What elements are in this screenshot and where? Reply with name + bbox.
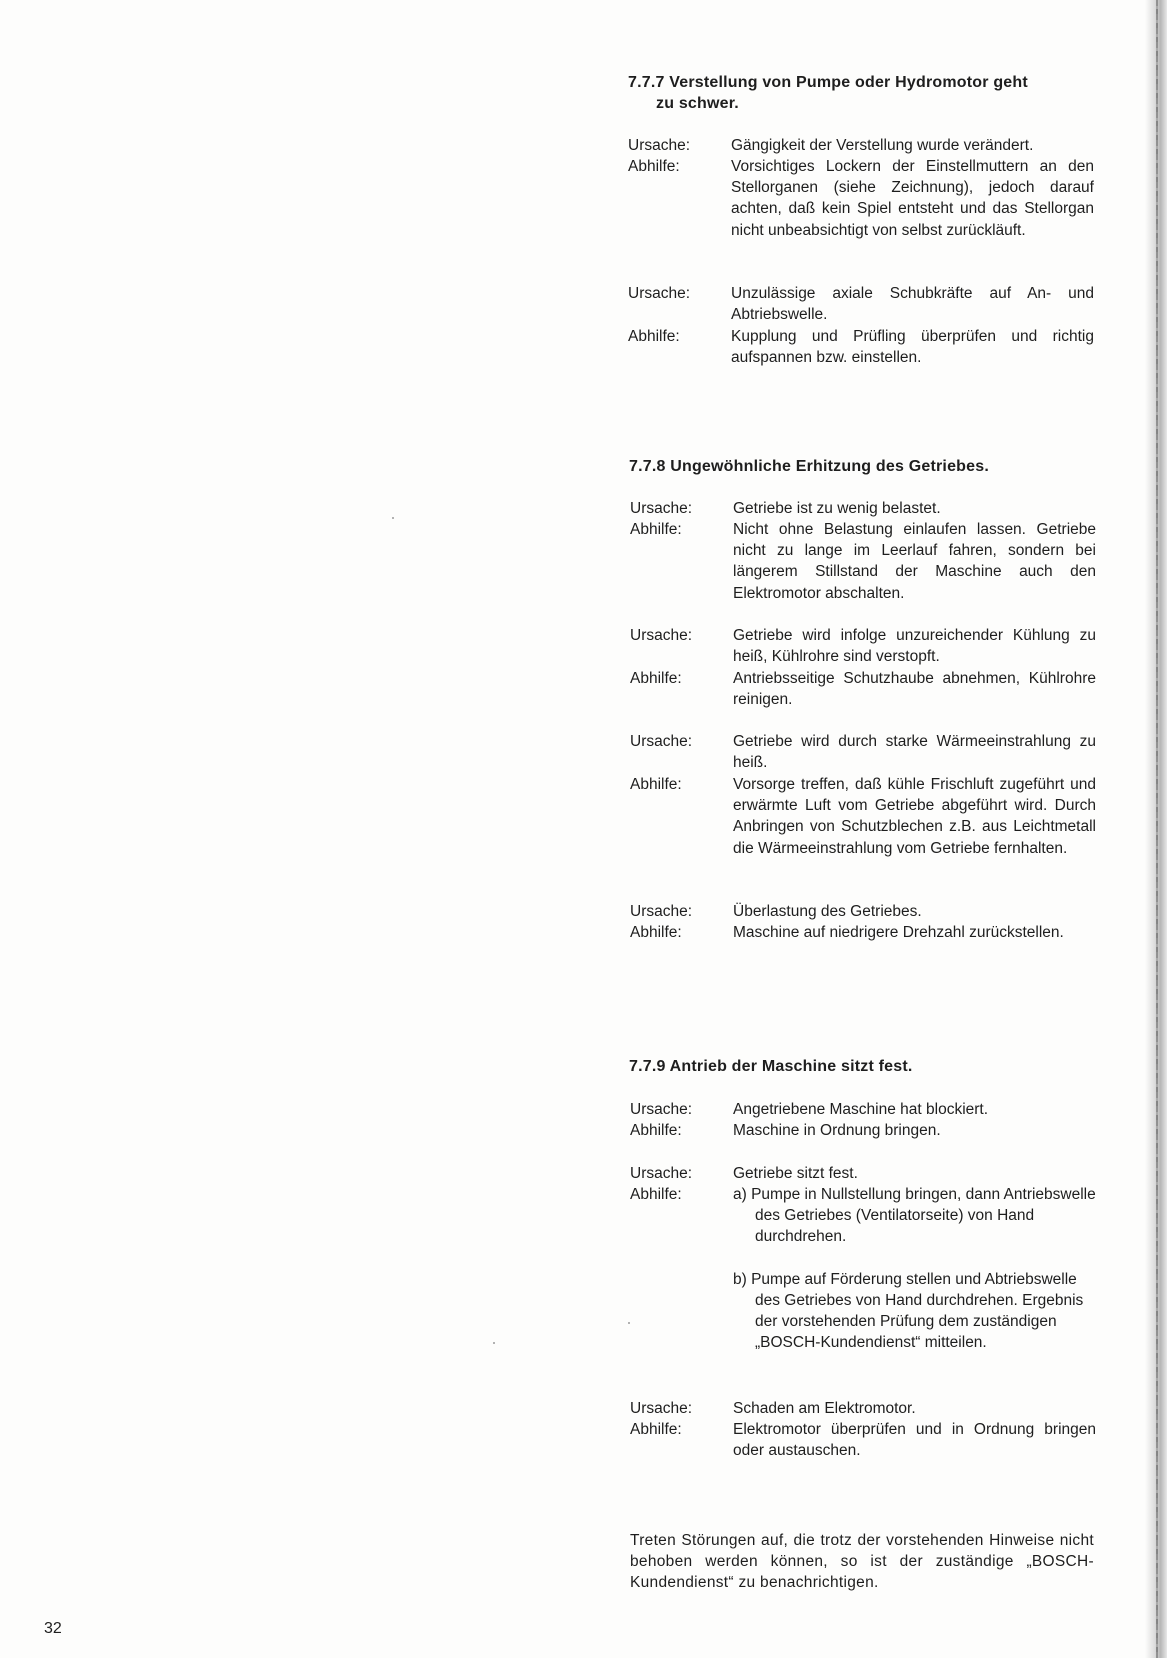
cause-label: Ursache: bbox=[630, 1165, 693, 1182]
remedy-row bbox=[630, 519, 1096, 604]
remedy-label: Abhilfe: bbox=[630, 521, 682, 538]
remedy-steps bbox=[733, 1184, 1096, 1353]
cause-label: Ursache: bbox=[630, 903, 693, 920]
cause-text: Angetriebene Maschine hat blockiert. bbox=[733, 1101, 989, 1118]
remedy-label: Abhilfe: bbox=[628, 158, 680, 175]
section-heading-7-7-9 bbox=[629, 1056, 1097, 1077]
cause-label: Ursache: bbox=[628, 285, 691, 302]
cause-label: Ursache: bbox=[630, 500, 693, 517]
cause-label: Ursache: bbox=[630, 627, 693, 644]
cause-label: Ursache: bbox=[630, 733, 693, 750]
cause-row bbox=[630, 625, 1096, 667]
remedy-text: Vorsichtiges Lockern der Einstellmuttern an den Stellorganen (siehe Zeichnung), jedoch darauf achten, daß kein Spiel entsteht und das Stellorgan nicht unbeabsichtigt von selbst zurückläuft. bbox=[731, 158, 1094, 239]
cause-row bbox=[630, 1398, 1096, 1419]
scan-speck bbox=[493, 1342, 495, 1344]
section-heading-7-7-7 bbox=[628, 72, 1096, 114]
cause-row bbox=[630, 901, 1096, 922]
cause-text: Gängigkeit der Verstellung wurde verändert. bbox=[731, 137, 1034, 154]
remedy-step-b: b) Pumpe auf Förderung stellen und Abtriebswelle des Getriebes von Hand durchdrehen. Ergebnis der vorstehenden Prüfung dem zuständigen „BOSCH-Kundendienst“ mitteilen. bbox=[733, 1270, 1084, 1352]
cause-text: Getriebe sitzt fest. bbox=[733, 1165, 858, 1182]
cause-label: Ursache: bbox=[630, 1400, 693, 1417]
remedy-row bbox=[630, 668, 1096, 710]
remedy-label: Abhilfe: bbox=[630, 670, 682, 687]
remedy-text: Kupplung und Prüfling überprüfen und richtig aufspannen bzw. einstellen. bbox=[731, 328, 1094, 367]
closing-note: Treten Störungen auf, die trotz der vorstehenden Hinweise nicht behoben werden können, so ist der zuständige „BOSCH-Kundendienst“ zu benachrichtigen. bbox=[630, 1532, 1094, 1592]
remedy-text: Elektromotor überprüfen und in Ordnung bringen oder austauschen. bbox=[733, 1421, 1096, 1460]
cause-label: Ursache: bbox=[630, 1101, 693, 1118]
remedy-label: Abhilfe: bbox=[630, 1421, 682, 1438]
remedy-row bbox=[628, 156, 1094, 241]
remedy-row bbox=[630, 1419, 1096, 1461]
heading-text: 7.7.9 Antrieb der Maschine sitzt fest. bbox=[629, 1058, 913, 1075]
scan-binding-line bbox=[1156, 0, 1158, 1658]
scan-speck bbox=[392, 517, 394, 519]
remedy-label: Abhilfe: bbox=[630, 1186, 682, 1203]
remedy-label: Abhilfe: bbox=[630, 776, 682, 793]
remedy-row bbox=[630, 922, 1096, 943]
cause-row bbox=[630, 1163, 1096, 1184]
remedy-row bbox=[630, 1120, 1096, 1141]
remedy-row bbox=[630, 774, 1096, 859]
cause-row bbox=[628, 283, 1094, 325]
heading-continuation: zu schwer. bbox=[656, 95, 739, 112]
cause-text: Getriebe ist zu wenig belastet. bbox=[733, 500, 941, 517]
cause-text: Schaden am Elektromotor. bbox=[733, 1400, 916, 1417]
remedy-row bbox=[630, 1184, 1096, 1353]
cause-text: Unzulässige axiale Schubkräfte auf An- und Abtriebswelle. bbox=[731, 285, 1094, 324]
remedy-step-a: a) Pumpe in Nullstellung bringen, dann Antriebswelle des Getriebes (Ventilatorseite) von Hand durchdrehen. bbox=[733, 1186, 1096, 1246]
heading-text: 7.7.8 Ungewöhnliche Erhitzung des Getriebes. bbox=[629, 458, 989, 475]
cause-text: Getriebe wird infolge unzureichender Kühlung zu heiß, Kühlrohre sind verstopft. bbox=[733, 627, 1096, 666]
remedy-text: Nicht ohne Belastung einlaufen lassen. Getriebe nicht zu lange im Leerlauf fahren, sondern bei längerem Stillstand der Maschine auch den Elektromotor abschalten. bbox=[733, 521, 1096, 602]
heading-text: 7.7.7 Verstellung von Pumpe oder Hydromotor geht bbox=[628, 74, 1028, 91]
cause-label: Ursache: bbox=[628, 137, 691, 154]
cause-row bbox=[628, 135, 1094, 156]
remedy-text: Maschine auf niedrigere Drehzahl zurückstellen. bbox=[733, 924, 1064, 941]
cause-row bbox=[630, 498, 1096, 519]
section-heading-7-7-8 bbox=[629, 456, 1097, 477]
remedy-text: Antriebsseitige Schutzhaube abnehmen, Kühlrohre reinigen. bbox=[733, 670, 1096, 709]
cause-text: Überlastung des Getriebes. bbox=[733, 903, 922, 920]
remedy-row bbox=[628, 326, 1094, 368]
remedy-text: Vorsorge treffen, daß kühle Frischluft zugeführt und erwärmte Luft vom Getriebe abgeführt wird. Durch Anbringen von Schutzblechen z.B. aus Leichtmetall die Wärmeeinstrahlung vom Getriebe fernhalten. bbox=[733, 776, 1096, 857]
page-number: 32 bbox=[44, 1620, 62, 1637]
remedy-label: Abhilfe: bbox=[630, 924, 682, 941]
remedy-text: Maschine in Ordnung bringen. bbox=[733, 1122, 941, 1139]
cause-row bbox=[630, 731, 1096, 773]
remedy-label: Abhilfe: bbox=[628, 328, 680, 345]
remedy-label: Abhilfe: bbox=[630, 1122, 682, 1139]
cause-row bbox=[630, 1099, 1096, 1120]
cause-text: Getriebe wird durch starke Wärmeeinstrahlung zu heiß. bbox=[733, 733, 1096, 772]
